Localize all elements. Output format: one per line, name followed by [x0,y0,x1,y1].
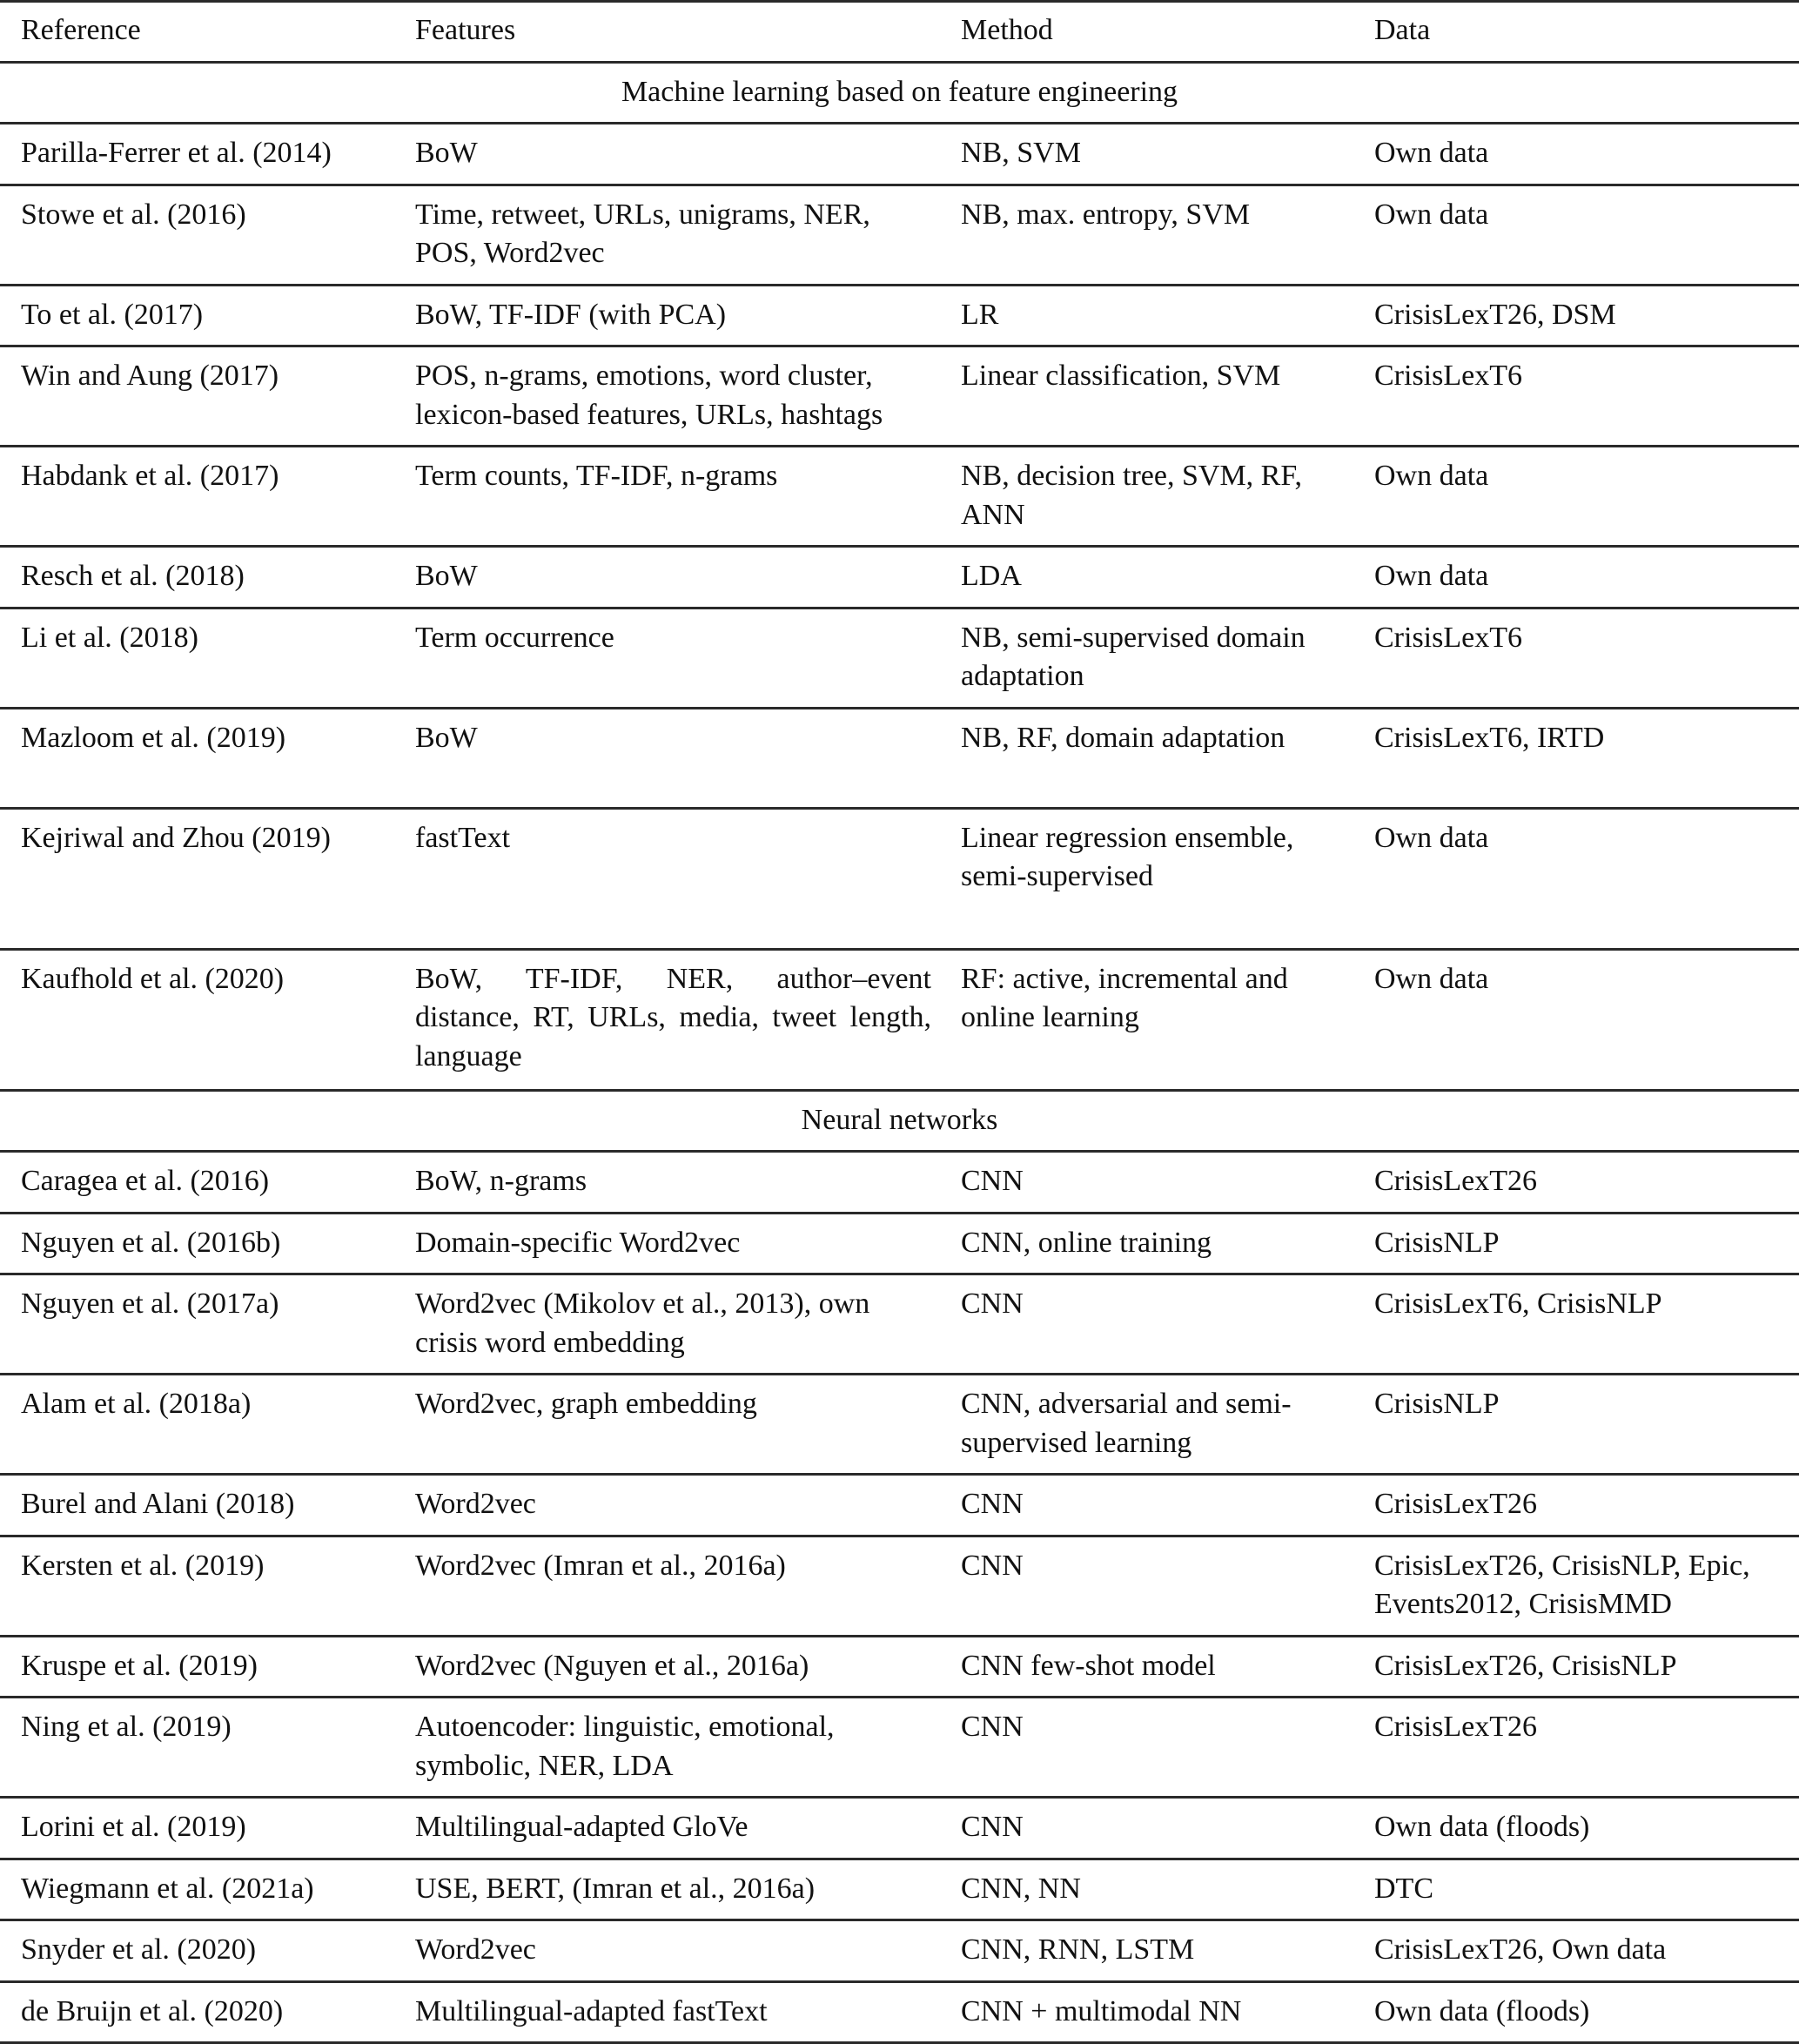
cell-method: RF: active, incremental and online learning [961,962,1288,1033]
table-row [0,1213,1799,1274]
table-row [0,808,1799,949]
cell-method: CNN [961,1488,1024,1520]
table-header [0,2,1799,63]
cell-reference: Habdank et al. (2017) [21,460,279,492]
cell-data: CrisisLexT6, CrisisNLP [1374,1288,1662,1320]
cell-reference: Kejriwal and Zhou (2019) [21,821,331,854]
header-row [0,2,1799,63]
cell-data: Own data (floods) [1374,1994,1590,2027]
cell-features: Multilingual-adapted GloVe [415,1811,748,1843]
cell-reference: Kaufhold et al. (2020) [21,962,285,995]
cell-features: Word2vec (Imran et al., 2016a) [415,1549,786,1582]
cell-method: NB, SVM [961,137,1081,169]
cell-reference: Kersten et al. (2019) [21,1549,265,1582]
cell-method: CNN, online training [961,1226,1212,1259]
header-features: Features [415,14,516,46]
table-row [0,1536,1799,1636]
table-row [0,285,1799,346]
cell-method: NB, decision tree, SVM, RF, ANN [961,460,1303,531]
cell-data: CrisisLexT26 [1374,1711,1537,1743]
table-row [0,1981,1799,2043]
cell-features: BoW, TF-IDF, NER, author–event distance, RT, URLs, media, tweet length, language [415,962,931,1072]
cell-features: Word2vec (Nguyen et al., 2016a) [415,1649,809,1682]
section-row [0,62,1799,124]
cell-data: Own data [1374,821,1489,854]
cell-method: NB, RF, domain adaptation [961,721,1285,754]
cell-method: CNN [961,1811,1024,1843]
table-row [0,547,1799,608]
cell-method: LR [961,298,999,331]
header-reference: Reference [21,14,141,46]
table-row [0,1636,1799,1698]
table-row [0,1152,1799,1214]
cell-features: Autoencoder: linguistic, emotional, symbolic, NER, LDA [415,1711,835,1782]
cell-method: CNN [961,1288,1024,1320]
cell-method: Linear classification, SVM [961,360,1281,392]
cell-reference: Alam et al. (2018a) [21,1388,252,1420]
table-row [0,124,1799,185]
cell-features: fastText [415,821,511,854]
cell-features: Time, retweet, URLs, unigrams, NER, POS, Word2vec [415,198,870,269]
cell-data: Own data [1374,198,1489,231]
cell-reference: Burel and Alani (2018) [21,1488,295,1520]
cell-method: CNN, RNN, LSTM [961,1933,1195,1966]
cell-reference: Nguyen et al. (2017a) [21,1288,279,1320]
table-row [0,608,1799,708]
cell-method: CNN, adversarial and semi-supervised learning [961,1388,1292,1459]
section-title: Neural networks [801,1103,998,1136]
cell-data: CrisisNLP [1374,1226,1500,1259]
cell-reference: de Bruijn et al. (2020) [21,1994,284,2027]
cell-features: USE, BERT, (Imran et al., 2016a) [415,1872,816,1905]
cell-reference: Mazloom et al. (2019) [21,721,286,754]
cell-reference: Win and Aung (2017) [21,360,279,392]
cell-data: CrisisLexT6 [1374,621,1522,654]
cell-method: NB, max. entropy, SVM [961,198,1251,231]
cell-data: CrisisLexT6 [1374,360,1522,392]
table-row [0,1859,1799,1920]
cell-reference: To et al. (2017) [21,298,204,331]
cell-features: POS, n-grams, emotions, word cluster, lexicon-based features, URLs, hashtags [415,360,883,431]
cell-data: CrisisNLP [1374,1388,1500,1420]
cell-features: Term occurrence [415,621,614,654]
cell-method: Linear regression ensemble, semi-supervised [961,821,1294,892]
cell-reference: Parilla-Ferrer et al. (2014) [21,137,332,169]
cell-data: CrisisLexT26 [1374,1488,1537,1520]
cell-data: DTC [1374,1872,1433,1905]
cell-reference: Kruspe et al. (2019) [21,1649,258,1682]
table-row [0,1375,1799,1475]
cell-method: CNN few-shot model [961,1649,1216,1682]
cell-data: Own data (floods) [1374,1811,1590,1843]
cell-data: Own data [1374,962,1489,995]
header-data: Data [1374,14,1431,46]
cell-data: CrisisLexT26, DSM [1374,298,1616,331]
cell-method: LDA [961,560,1022,592]
cell-features: Word2vec (Mikolov et al., 2013), own crisis word embedding [415,1288,870,1359]
cell-reference: Nguyen et al. (2016b) [21,1226,281,1259]
cell-reference: Caragea et al. (2016) [21,1165,270,1197]
cell-data: Own data [1374,560,1489,592]
cell-reference: Li et al. (2018) [21,621,198,654]
cell-method: CNN [961,1549,1024,1582]
cell-method: CNN + multimodal NN [961,1994,1242,2027]
cell-features: Word2vec, graph embedding [415,1388,757,1420]
table-row [0,708,1799,808]
table-row [0,346,1799,447]
cell-features: Word2vec [415,1933,536,1966]
cell-data: CrisisLexT26, Own data [1374,1933,1667,1966]
cell-data: CrisisLexT26, CrisisNLP, Epic, Events2012, CrisisMMD [1374,1549,1750,1620]
cell-data: Own data [1374,137,1489,169]
cell-data: CrisisLexT26, CrisisNLP [1374,1649,1677,1682]
table-row [0,185,1799,285]
cell-data: Own data [1374,460,1489,492]
cell-method: CNN, NN [961,1872,1081,1905]
table-row [0,1475,1799,1536]
section-title: Machine learning based on feature engineering [621,75,1178,108]
table-row [0,1274,1799,1375]
table-row [0,1920,1799,1982]
cell-reference: Lorini et al. (2019) [21,1811,246,1843]
cell-method: CNN [961,1711,1024,1743]
cell-features: BoW [415,560,478,592]
cell-features: Term counts, TF-IDF, n-grams [415,460,778,492]
cell-features: BoW [415,137,478,169]
table-row [0,447,1799,547]
cell-features: BoW [415,721,478,754]
header-method: Method [961,14,1053,46]
cell-data: CrisisLexT26 [1374,1165,1537,1197]
table-row [0,949,1799,1090]
cell-reference: Wiegmann et al. (2021a) [21,1872,314,1905]
cell-features: Word2vec [415,1488,536,1520]
cell-features: Domain-specific Word2vec [415,1226,741,1259]
cell-reference: Ning et al. (2019) [21,1711,232,1743]
section-row [0,1090,1799,1152]
cell-reference: Stowe et al. (2016) [21,198,246,231]
cell-method: NB, semi-supervised domain adaptation [961,621,1306,692]
table-row [0,1698,1799,1798]
cell-features: BoW, n-grams [415,1165,587,1197]
cell-features: Multilingual-adapted fastText [415,1994,768,2027]
cell-features: BoW, TF-IDF (with PCA) [415,298,727,331]
cell-reference: Snyder et al. (2020) [21,1933,257,1966]
cell-data: CrisisLexT6, IRTD [1374,721,1605,754]
table-body [0,62,1799,2043]
cell-reference: Resch et al. (2018) [21,560,245,592]
cell-method: CNN [961,1165,1024,1197]
table-row [0,1798,1799,1859]
